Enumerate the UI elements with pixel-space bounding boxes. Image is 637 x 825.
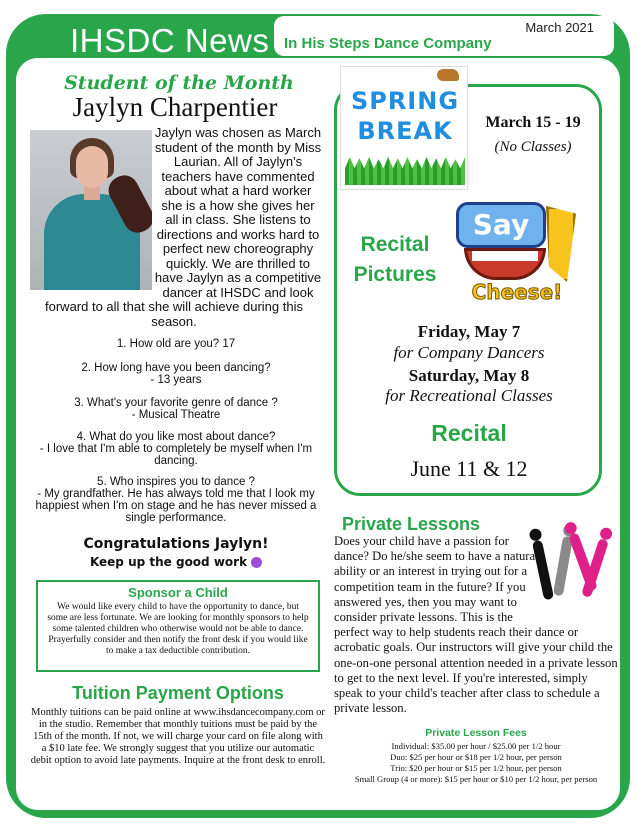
purple-heart-icon xyxy=(251,557,262,568)
qa-question: 5. Who inspires you to dance ? xyxy=(97,476,255,488)
qa-item xyxy=(30,397,322,421)
qa-answer: - 13 years xyxy=(150,374,202,386)
congrats-text: Congratulations Jaylyn! xyxy=(83,536,269,552)
spring-break-dates: March 15 - 19 xyxy=(485,114,581,131)
qa-answer: - My grandfather. He has always told me that I look my happiest when I'm on stage and he has never missed a single performance. xyxy=(35,488,317,524)
grass-icon xyxy=(345,157,465,185)
say-word: Say xyxy=(456,202,546,248)
student-name: Jaylyn Charpentier xyxy=(72,92,278,122)
cheese-wedge-icon xyxy=(546,206,576,282)
recital-dates: June 11 & 12 xyxy=(410,456,528,481)
fee-item: Individual: $35.00 per hour / $25.00 per 1/2 hour xyxy=(391,741,561,751)
spring-break-image xyxy=(340,66,468,190)
newsletter-title: IHSDC News xyxy=(70,22,270,59)
student-bio-text: Jaylyn was chosen as March student of the month by Miss Laurian. All of Jaylyn's teachers have commented about what a hard worker she is a how she gives her all in class. She listens to directions and works hard to perfect new choreography quickly. We are thrilled to have Jaylyn as a competitive dancer at IHSDC and look forward to all that she will achieve during this season. xyxy=(45,125,322,329)
recital-heading: Recital xyxy=(431,420,507,446)
tuition-text: Monthly tuitions can be paid online at www.ihsdancecompany.com or in the studio. Remember that monthly tuitions must be paid by the 15th of the month. If not, we will charge your card on file along with a $10 late fee. We strongly suggest that you utilize our automatic debit option to avoid late payments. Inquire at the front desk to enroll. xyxy=(30,707,326,766)
company-name: In His Steps Dance Company xyxy=(284,35,492,52)
private-lessons-body: Does your child have a passion for dance? Do he/she seem to have a natural ability or an interest in trying out for a competition team in the future? If you answered yes, then you may want to consider private lessons. This is the perfect way to help students reach their dance or acrobatic goals. Our instructors will give your child the one-on-one personal attention needed in a private lesson to get to the next level. If you're interested, simply speak to your child's teacher after class to schedule a private lesson. xyxy=(334,534,618,716)
private-lessons-heading: Private Lessons xyxy=(342,514,481,534)
recital-pictures-heading xyxy=(340,230,450,290)
fees-heading: Private Lesson Fees xyxy=(425,727,527,739)
issue-date: March 2021 xyxy=(525,20,594,35)
qa-question: 3. What's your favorite genre of dance ? xyxy=(74,397,278,409)
good-work-text: Keep up the good work xyxy=(89,555,248,569)
spring-break-note: (No Classes) xyxy=(494,139,572,155)
private-lessons-text xyxy=(334,534,618,716)
recital-pictures-heading-line1: Recital xyxy=(360,233,430,256)
student-bio xyxy=(26,126,322,329)
bird-icon xyxy=(437,69,459,81)
picture-day-2: Saturday, May 8 xyxy=(408,366,530,385)
qa-question: 4. What do you like most about dance? xyxy=(76,431,276,443)
say-cheese-image xyxy=(450,198,580,314)
qa-item xyxy=(30,362,322,386)
student-of-month-heading: Student of the Month xyxy=(64,72,294,94)
picture-day-1: Friday, May 7 xyxy=(417,322,521,341)
qa-question: 2. How long have you been dancing? xyxy=(81,362,271,374)
sponsor-text: We would like every child to have the opportunity to dance, but some are less fortunate. We are looking for monthly sponsors to help some talented children who otherwise would not be able to dance. Prayerfully consider and then notify the front desk if you would like to make a tax deductible contribution. xyxy=(47,602,309,656)
sponsor-title: Sponsor a Child xyxy=(128,585,228,600)
picture-group-2: for Recreational Classes xyxy=(385,386,553,405)
good-work-line xyxy=(30,555,322,569)
cheese-word: Cheese! xyxy=(471,280,563,304)
fee-item: Small Group (4 or more): $15 per hour or $10 per 1/2 hour, per person xyxy=(354,774,598,784)
qa-item xyxy=(30,476,322,524)
qa-answer: - I love that I'm able to completely be myself when I'm dancing. xyxy=(39,443,313,467)
tuition-heading: Tuition Payment Options xyxy=(72,683,284,703)
qa-item xyxy=(30,338,322,350)
spring-word: SPRING xyxy=(350,87,460,115)
masthead-box xyxy=(274,16,614,56)
picture-group-1: for Company Dancers xyxy=(393,343,545,362)
teeth-icon xyxy=(472,251,538,261)
qa-item xyxy=(30,431,322,467)
sponsor-box xyxy=(36,580,320,672)
recital-pictures-heading-line2: Pictures xyxy=(353,263,437,286)
qa-answer: - Musical Theatre xyxy=(131,409,221,421)
fee-item: Duo: $25 per hour or $18 per 1/2 hour, per person xyxy=(390,752,562,762)
fee-item: Trio: $20 per hour or $15 per 1/2 hour, per person xyxy=(390,763,562,773)
qa-question: 1. How old are you? 17 xyxy=(116,338,236,350)
break-word: BREAK xyxy=(357,117,453,145)
